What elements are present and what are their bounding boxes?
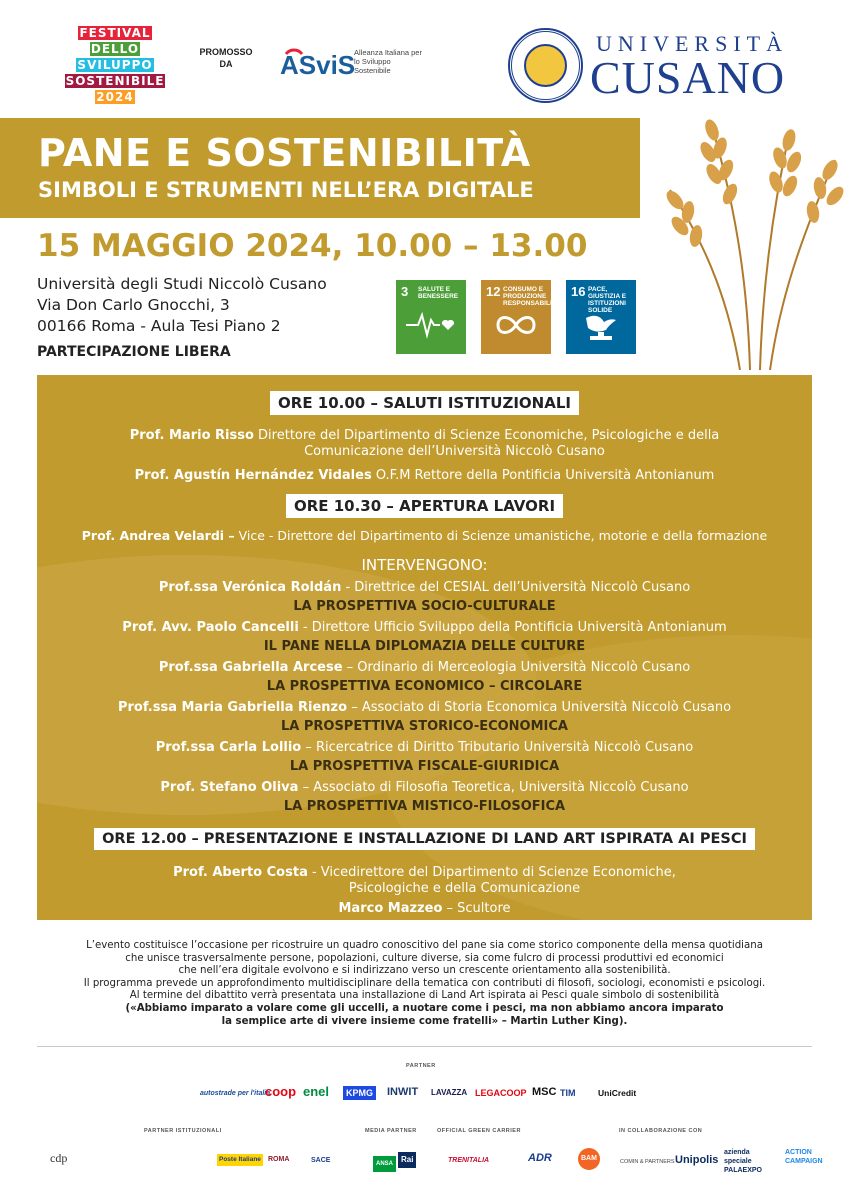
event-title: PANE E SOSTENIBILITÀ	[38, 131, 531, 175]
speaker-role: – Associato di Filosofia Teoretica, Università Niccolò Cusano	[298, 780, 689, 795]
partner-logo: MSC	[532, 1086, 557, 1098]
sdg-3-tile	[396, 280, 466, 354]
sdg-16-tile	[566, 280, 636, 354]
heartbeat-icon	[406, 310, 456, 340]
institutional-logo: SACE	[311, 1157, 331, 1164]
dove-icon	[576, 310, 626, 346]
collab-logo: ADR	[528, 1152, 552, 1164]
speaker-theme: IL PANE NELLA DIPLOMAZIA DELLE CULTURE	[263, 639, 586, 654]
collab-label: IN COLLABORAZIONE CON	[619, 1128, 703, 1134]
university-logo-top: UNIVERSITÀ	[596, 31, 788, 56]
speaker-entry	[0, 620, 849, 636]
sdg-label: SALUTE E BENESSERE	[418, 286, 459, 300]
speaker-role: Direttore del Dipartimento di Scienze Economiche, Psicologiche e della	[253, 428, 720, 443]
speaker-role: - Vicedirettore del Dipartimento di Scienze Economiche,	[307, 865, 676, 880]
section-3	[0, 828, 849, 850]
sdg-label: CONSUMO E PRODUZIONE RESPONSABILI	[503, 286, 552, 307]
asvis-wordmark: ASviS	[280, 50, 356, 80]
participation-note: PARTECIPAZIONE LIBERA	[37, 344, 231, 360]
carrier-logo: TRENITALIA	[448, 1157, 490, 1164]
section-header: ORE 10.30 – APERTURA LAVORI	[286, 494, 563, 518]
event-subtitle: SIMBOLI E STRUMENTI NELL’ERA DIGITALE	[38, 178, 534, 202]
sun-icon	[524, 44, 567, 87]
description-line: che nell’era digitale evolvono e si indirizzano verso un crescente orientamento alla sostenibilità.	[178, 965, 671, 977]
section-header: ORE 10.00 – SALUTI ISTITUZIONALI	[270, 391, 579, 415]
quote-line: la semplice arte di vivere insieme come fratelli» – Martin Luther King).	[221, 1015, 628, 1027]
speaker-entry	[0, 468, 849, 484]
institutional-logo: Poste Italiane	[217, 1154, 263, 1166]
speaker-theme: LA PROSPETTIVA FISCALE-GIURIDICA	[289, 759, 560, 774]
festival-logo-line-2: DELLO	[90, 42, 140, 56]
collab-logo: BAM	[578, 1148, 600, 1170]
media-logo: ANSA	[373, 1156, 396, 1172]
festival-logo-line-5: 2024	[96, 90, 134, 104]
sdg-12-tile	[481, 280, 551, 354]
section-header: ORE 12.00 – PRESENTAZIONE E INSTALLAZIONE DI LAND ART ISPIRATA AI PESCI	[94, 828, 755, 850]
partner-logo: LEGACOOP	[475, 1088, 527, 1098]
institutional-logo: ROMA	[268, 1156, 290, 1163]
institutional-label: PARTNER ISTITUZIONALI	[144, 1128, 222, 1134]
university-logo	[590, 31, 830, 103]
event-address	[37, 274, 327, 337]
speaker-theme: LA PROSPETTIVA SOCIO-CULTURALE	[293, 599, 556, 614]
speaker-role: - Direttore Ufficio Sviluppo della Pontificia Università Antonianum	[298, 620, 727, 635]
festival-logo-line-4: SOSTENIBILE	[65, 74, 165, 88]
speaker-theme: LA PROSPETTIVA ECONOMICO – CIRCOLARE	[266, 679, 583, 694]
speaker-role: – Ricercatrice di Diritto Tributario Università Niccolò Cusano	[301, 740, 694, 755]
asvis-logo	[270, 36, 430, 86]
sdg-number: 3	[401, 284, 409, 299]
partner-logo: coop	[265, 1084, 297, 1099]
event-description	[0, 940, 849, 1028]
asvis-subtitle: Alleanza Italiana per lo Sviluppo Sostenibile	[354, 48, 422, 75]
media-logo: Rai	[398, 1152, 416, 1168]
address-line: 00166 Roma - Aula Tesi Piano 2	[37, 317, 281, 335]
speaker-name: Prof.ssa Maria Gabriella Rienzo	[117, 700, 348, 715]
festival-logo-line-1: FESTIVAL	[79, 26, 151, 40]
speaker-theme: LA PROSPETTIVA STORICO-ECONOMICA	[280, 719, 568, 734]
speaker-name: Prof. Mario Risso	[129, 428, 254, 443]
speaker-name: Prof. Agustín Hernández Vidales	[134, 468, 372, 483]
collab-logo: ACTION CAMPAIGN	[785, 1149, 823, 1165]
description-line: Il programma prevede un approfondimento multidisciplinare della tematica con contributi di filosofi, sociologi, economisti e psicologi.	[83, 977, 766, 989]
festival-logo-line-3: SVILUPPO	[77, 58, 153, 72]
promosso-da-label: PROMOSSO DA	[199, 47, 253, 69]
speaker-name: Prof.ssa Gabriella Arcese	[158, 660, 343, 675]
speaker-name: Marco Mazzeo	[338, 901, 443, 916]
sdg-label: PACE, GIUSTIZIA E ISTITUZIONI SOLIDE	[588, 286, 627, 314]
speaker-role: O.F.M Rettore della Pontificia Università Antonianum	[371, 468, 715, 483]
university-seal	[508, 28, 583, 103]
wheat-illustration	[630, 100, 849, 370]
partner-logo: KPMG	[343, 1086, 376, 1100]
speaker-entry	[0, 660, 849, 676]
speaker-role: – Scultore	[442, 901, 511, 916]
speaker-role: - Direttrice del CESIAL dell’Università Niccolò Cusano	[341, 580, 691, 595]
speaker-entry	[0, 865, 849, 881]
speaker-entry	[0, 901, 849, 917]
partner-logo: INWIT	[387, 1086, 419, 1098]
sdg-number: 12	[486, 284, 501, 299]
event-date: 15 MAGGIO 2024, 10.00 – 13.00	[37, 228, 588, 264]
partner-logo: UniCredit	[598, 1088, 637, 1098]
quote-line: («Abbiamo imparato a volare come gli uccelli, a nuotare come i pesci, ma non abbiamo ancora imparato	[125, 1002, 724, 1014]
speaker-name: Prof. Avv. Paolo Cancelli	[122, 620, 299, 635]
address-line: Via Don Carlo Gnocchi, 3	[37, 296, 230, 314]
collab-logo: Unipolis	[675, 1154, 719, 1166]
description-line: L’evento costituisce l’occasione per ricostruire un quadro conoscitivo del pane sia come storico componente della mensa quotidiana	[86, 940, 763, 951]
festival-logo	[40, 26, 190, 104]
institutional-logo: cdp	[50, 1151, 68, 1165]
speaker-role: – Associato di Storia Economica Università Niccolò Cusano	[347, 700, 732, 715]
sdg-number: 16	[571, 284, 586, 299]
infinity-icon	[491, 310, 541, 340]
section-2	[0, 494, 849, 518]
speaker-name: Prof. Stefano Oliva	[160, 780, 299, 795]
speaker-entry	[0, 740, 849, 756]
collab-logo: COMIN & PARTNERS	[620, 1159, 675, 1165]
partner-logo: LAVAZZA	[431, 1088, 468, 1097]
speaker-role: – Ordinario di Merceologia Università Niccolò Cusano	[342, 660, 691, 675]
speaker-role: Vice - Direttore del Dipartimento di Scienze umanistiche, motorie e della formazione	[234, 528, 768, 543]
intervengono-label: INTERVENGONO:	[361, 556, 488, 574]
collab-logo: azienda speciale PALAEXPO	[724, 1149, 762, 1174]
footer-divider	[37, 1046, 812, 1047]
speaker-name: Prof. Aberto Costa	[173, 865, 308, 880]
partner-logo: autostrade per l'italia	[200, 1090, 271, 1097]
speaker-role-cont: Comunicazione dell’Università Niccolò Cusano	[304, 444, 605, 459]
section-1	[0, 391, 849, 415]
description-line: Al termine del dibattito verrà presentata una installazione di Land Art ispirata ai Pesci quale simbolo di sostenibilità	[129, 990, 720, 1002]
speaker-entry	[0, 528, 849, 544]
speaker-name: Prof.ssa Verónica Roldán	[158, 580, 342, 595]
partner-logo: enel	[303, 1084, 330, 1099]
media-label: MEDIA PARTNER	[365, 1128, 417, 1134]
address-line: Università degli Studi Niccolò Cusano	[37, 275, 327, 293]
partner-label: PARTNER	[406, 1063, 436, 1069]
speaker-role-cont: Psicologiche e della Comunicazione	[348, 881, 581, 896]
partner-logo: TIM	[560, 1088, 576, 1098]
description-line: che unisce trasversalmente persone, popolazioni, culture diverse, sia come fulcro di processi produttivi ed economici	[125, 952, 724, 964]
speaker-name: Prof.ssa Carla Lollio	[155, 740, 302, 755]
speaker-entry	[0, 700, 849, 716]
speaker-entry	[0, 580, 849, 596]
carrier-label: OFFICIAL GREEN CARRIER	[437, 1128, 521, 1134]
university-logo-name: CUSANO	[590, 52, 786, 103]
speaker-theme: LA PROSPETTIVA MISTICO-FILOSOFICA	[283, 799, 566, 814]
speaker-name: Prof. Andrea Velardi –	[81, 528, 235, 543]
speaker-entry	[0, 428, 849, 444]
speaker-entry	[0, 780, 849, 796]
